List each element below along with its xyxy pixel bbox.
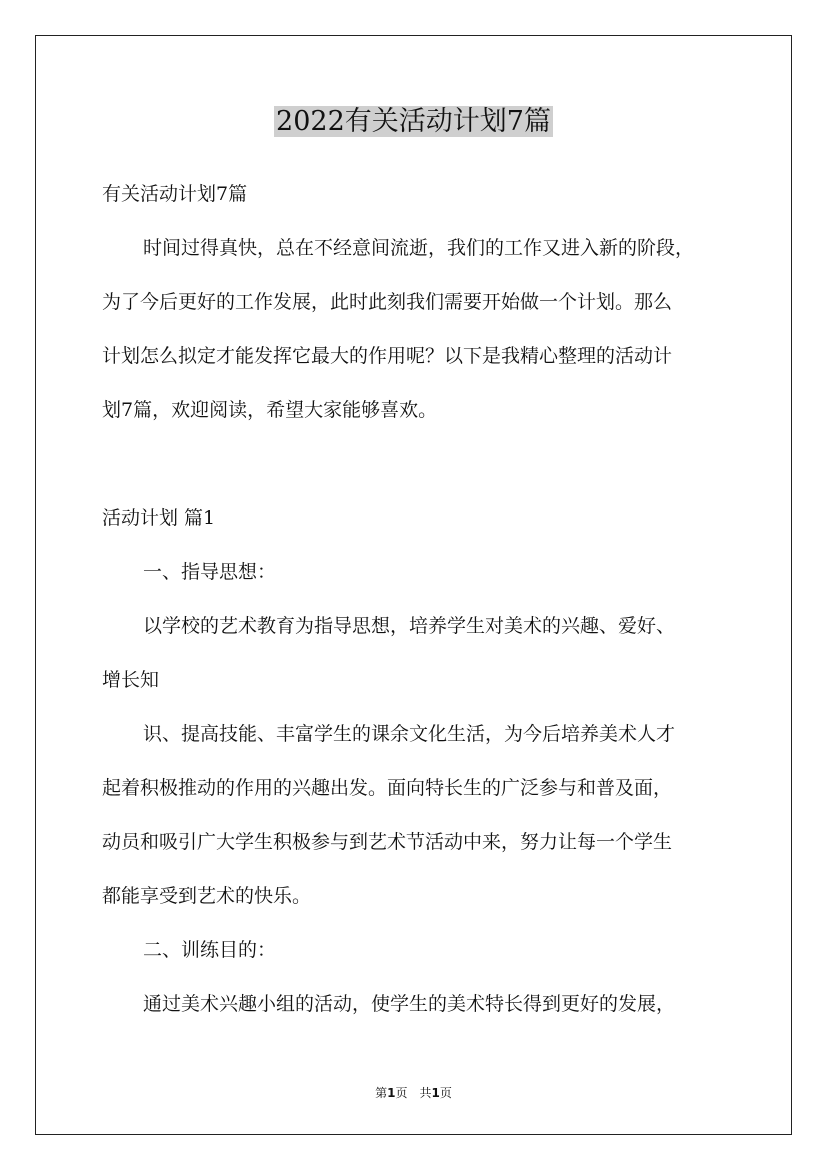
point1-cont-line-3: 动员和吸引广大学生积极参与到艺术节活动中来，努力让每一个学生 <box>102 831 673 853</box>
point1-cont-line-4: 都能享受到艺术的快乐。 <box>102 885 312 907</box>
point1-cont-line-1: 识、提高技能、丰富学生的课余文化生活，为今后培养美术人才 <box>143 723 676 745</box>
intro-line-1: 时间过得真快，总在不经意间流逝，我们的工作又进入新的阶段， <box>143 237 695 259</box>
page-footer <box>0 1084 827 1101</box>
document-title-text: 2022有关活动计划7篇 <box>276 106 551 137</box>
subtitle: 有关活动计划7篇 <box>102 183 248 205</box>
footer-page-number: 1 <box>387 1086 396 1100</box>
document-title <box>0 100 827 144</box>
point2-heading: 二、训练目的： <box>143 939 277 961</box>
footer-page-suffix: 页 <box>439 1086 452 1100</box>
footer-page-mid: 页 共 <box>395 1086 432 1100</box>
point1-heading: 一、指导思想： <box>143 561 277 583</box>
intro-line-4: 划7篇，欢迎阅读，希望大家能够喜欢。 <box>102 399 438 421</box>
section-heading: 活动计划 篇1 <box>102 507 216 529</box>
point2-line-1: 通过美术兴趣小组的活动，使学生的美术特长得到更好的发展， <box>143 993 676 1015</box>
point1-line-1: 以学校的艺术教育为指导思想，培养学生对美术的兴趣、爱好、 <box>143 615 676 637</box>
footer-total-pages: 1 <box>431 1086 440 1100</box>
intro-line-3: 计划怎么拟定才能发挥它最大的作用呢？以下是我精心整理的活动计 <box>102 345 673 367</box>
point1-line-2: 增长知 <box>102 669 160 691</box>
footer-page-prefix: 第 <box>375 1086 388 1100</box>
intro-line-2: 为了今后更好的工作发展，此时此刻我们需要开始做一个计划。那么 <box>102 291 673 313</box>
point1-cont-line-2: 起着积极推动的作用的兴趣出发。面向特长生的广泛参与和普及面， <box>102 777 673 799</box>
